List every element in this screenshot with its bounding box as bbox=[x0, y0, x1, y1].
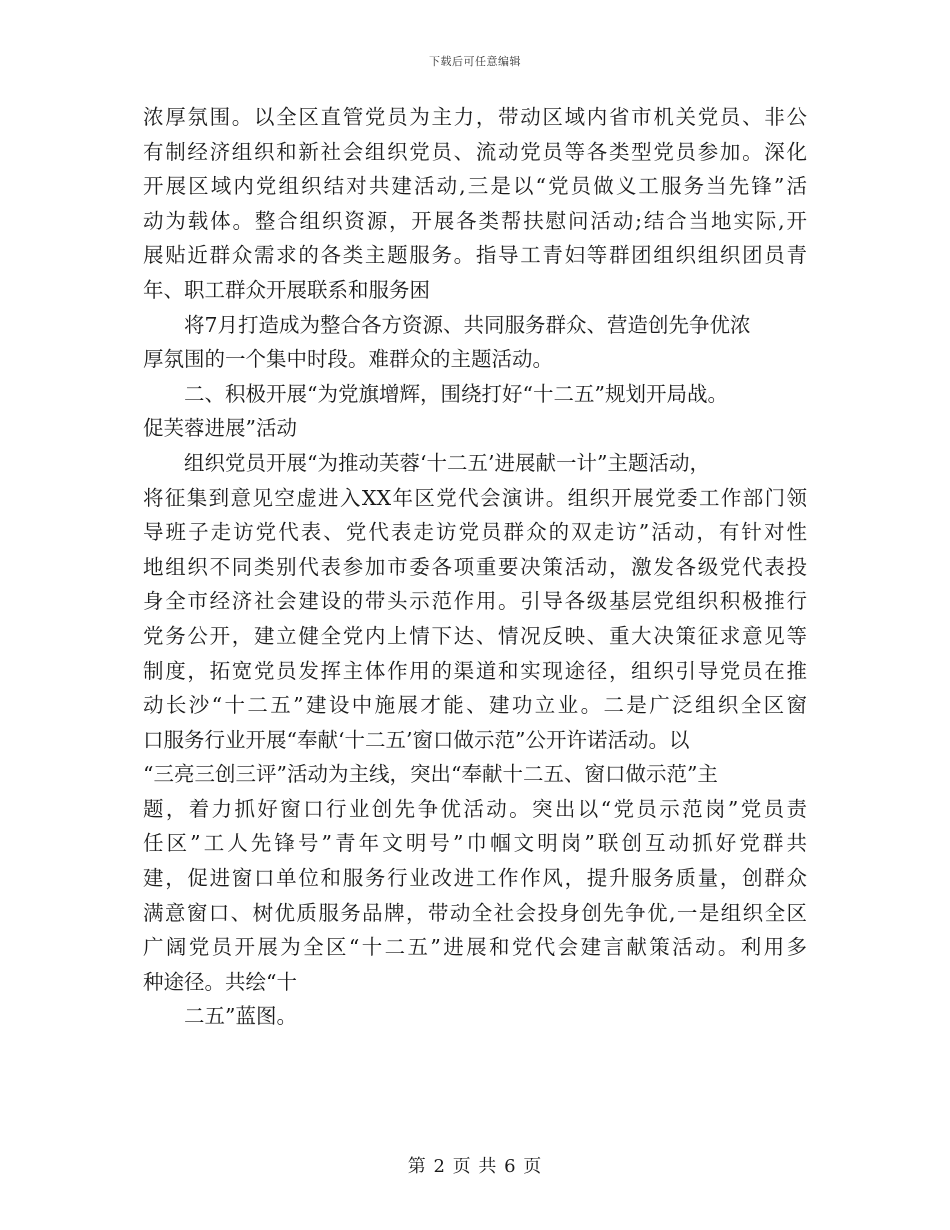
text-line: 动为载体。整合组织资源，开展各类帮扶慰问活动;结合当地实际,开 bbox=[143, 208, 807, 233]
text-line: “三亮三创三评”活动为主线，突出“奉献十二五、窗口做示范”主 bbox=[143, 762, 718, 787]
paragraph-first-line: 组织党员开展“为推动芙蓉‘十二五’进展献一计”主题活动， bbox=[184, 450, 710, 475]
text-line: 题，着力抓好窗口行业创先争优活动。突出以“党员示范岗”党员责 bbox=[143, 796, 807, 821]
text-line: 展贴近群众需求的各类主题服务。指导工青妇等群团组织组织团员青 bbox=[143, 243, 807, 268]
text-line: 年、职工群众开展联系和服务困 bbox=[143, 277, 430, 302]
text-line: 满意窗口、树优质服务品牌，带动全社会投身创先争优,一是组织全区 bbox=[143, 900, 807, 925]
text-line: 厚氛围的一个集中时段。难群众的主题活动。 bbox=[143, 347, 553, 372]
text-line: 广阔党员开展为全区“十二五”进展和党代会建言献策活动。利用多 bbox=[143, 935, 807, 960]
section-heading-line: 促芙蓉进展”活动 bbox=[143, 416, 297, 441]
page-header: 下载后可任意编辑 bbox=[429, 55, 521, 68]
text-line: 导班子走访党代表、党代表走访党员群众的双走访”活动，有针对性 bbox=[143, 520, 807, 545]
text-line: 浓厚氛围。以全区直管党员为主力，带动区域内省市机关党员、非公 bbox=[143, 105, 807, 129]
text-line: 口服务行业开展“奉献‘十二五’窗口做示范”公开许诺活动。以 bbox=[143, 727, 690, 752]
text-line: 建，促进窗口单位和服务行业改进工作作风，提升服务质量，创群众 bbox=[143, 866, 807, 891]
text-line: 制度，拓宽党员发挥主体作用的渠道和实现途径，组织引导党员在推 bbox=[143, 658, 807, 683]
document-body bbox=[143, 100, 807, 1034]
text-line: 种途径。共绘“十 bbox=[143, 969, 297, 994]
text-line: 任区”工人先锋号”青年文明号”巾帼文明岗”联创互动抓好党群共 bbox=[143, 831, 807, 856]
text-line: 有制经济组织和新社会组织党员、流动党员等各类型党员参加。深化 bbox=[143, 139, 807, 164]
text-line: 党务公开，建立健全党内上情下达、情况反映、重大决策征求意见等 bbox=[143, 623, 807, 648]
paragraph-first-line: 将7月打造成为整合各方资源、共同服务群众、营造创先争优浓 bbox=[184, 312, 751, 337]
page-number: 第 2 页 共 6 页 bbox=[407, 1156, 543, 1177]
text-line: 身全市经济社会建设的带头示范作用。引导各级基层党组织积极推行 bbox=[143, 589, 807, 614]
text-line: 动长沙“十二五”建设中施展才能、建功立业。二是广泛组织全区窗 bbox=[143, 693, 807, 718]
text-line: 开展区域内党组织结对共建活动,三是以“党员做义工服务当先锋”活 bbox=[143, 174, 807, 199]
paragraph-first-line: 二五”蓝图。 bbox=[184, 1004, 297, 1029]
section-heading-line: 二、积极开展“为党旗增辉，围绕打好“十二五”规划开局战。 bbox=[184, 381, 728, 406]
text-line: 将征集到意见空虚进入XX年区党代会演讲。组织开展党委工作部门领 bbox=[143, 485, 807, 510]
text-line: 地组织不同类别代表参加市委各项重要决策活动，激发各级党代表投 bbox=[143, 554, 807, 579]
